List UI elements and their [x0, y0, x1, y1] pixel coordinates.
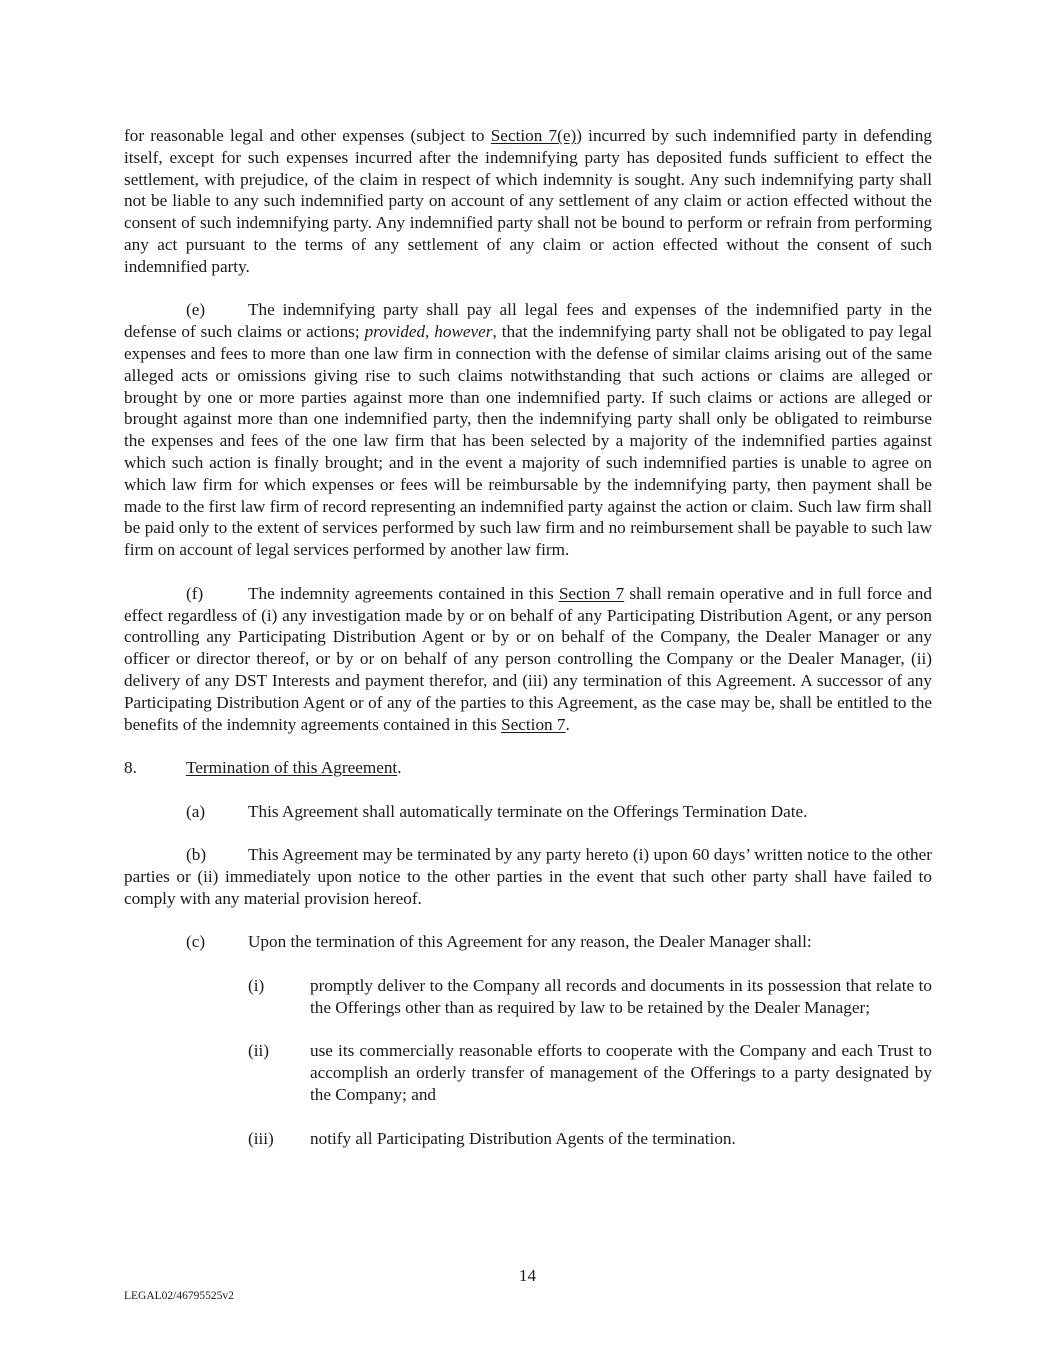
item-label-ii: (ii) — [248, 1041, 269, 1061]
paragraph-indemnity-expenses: for reasonable legal and other expenses (subject to Section 7(e)) incurred by such indemnified party in defending itself, except for such expenses incurred after the indemnifying party has deposited funds sufficient to effect the settlement, with prejudice, of the claim in respect of which indemnity is sought. Any such indemnifying party shall not be liable to any such indemnified party on account of any settlement of any claim or action effected without the consent of such indemnifying party. Any indemnified party shall not be bound to perform or refrain from performing any act pursuant to the terms of any settlement of any claim or action effected without the consent of such indemnified party. — [124, 126, 932, 276]
clause-label-e: (e) — [186, 300, 206, 320]
section-8-heading: 8. Termination of this Agreement. — [124, 758, 402, 778]
clause-label-a: (a) — [186, 801, 206, 821]
section-7e-reference: Section 7(e) — [490, 126, 577, 145]
page-number: 14 — [518, 1266, 537, 1285]
list-item: (ii) use its commercially reasonable efforts to cooperate with the Company and each Trust to accomplish an orderly transfer of management of the Offerings to a party designated by the Company; and — [248, 1041, 932, 1105]
list-item: (i) promptly deliver to the Company all records and documents in its possession that relate to the Offerings other than as required by law to be retained by the Dealer Manager; — [248, 976, 932, 1017]
paragraph-e: (e) The indemnifying party shall pay all legal fees and expenses of the indemnified party in the defense of such claims or actions; provided, however, that the indemnifying party shall not be obligated to pay legal expenses and fees to more than one law firm in connection with the defense of similar claims arising out of the same alleged acts or omissions giving rise to such claims notwithstanding that such actions or claims are alleged or brought by one or more parties against more than one indemnified party. If such claims or actions are alleged or brought against more than one indemnified party, then the indemnifying party shall only be obligated to reimburse the expenses and fees of the one law firm that has been selected by a majority of the indemnified parties against which such action is finally brought; and in the event a majority of such indemnified parties is unable to agree on which law firm for which expenses or fees will be reimbursable by the indemnifying party, then payment shall be made to the first law firm of record representing an indemnified party against the action or claim. Such law firm shall be paid only to the extent of services performed by such law firm and no reimbursement shall be payable to such law firm on account of legal services performed by another law firm. — [124, 300, 932, 560]
section-7-reference: Section 7 — [558, 583, 625, 603]
item-label-iii: (iii) — [248, 1128, 274, 1148]
section-number: 8. — [124, 758, 137, 778]
list-item: (iii) notify all Participating Distribution Agents of the termination. — [248, 1128, 736, 1148]
item-label-i: (i) — [248, 976, 265, 996]
clause-8b: (b) This Agreement may be terminated by any party hereto (i) upon 60 days’ written notice to the other parties or (ii) immediately upon notice to the other parties in the event that such other party shall have failed to comply with any material provision hereof. — [124, 845, 932, 908]
document-footer-id: LEGAL02/46795525v2 — [124, 1290, 234, 1302]
clause-label-f: (f) — [186, 583, 204, 603]
clause-8a: (a) This Agreement shall automatically terminate on the Offerings Termination Date. — [186, 801, 808, 821]
provided-however-italic: provided, however — [364, 322, 493, 342]
section-title: Termination of this Agreement — [186, 758, 398, 778]
clause-8c: (c) Upon the termination of this Agreement for any reason, the Dealer Manager shall: — [186, 932, 812, 952]
section-7-reference-2: Section 7 — [501, 714, 566, 734]
clause-label-b: (b) — [186, 845, 207, 865]
clause-label-c: (c) — [186, 932, 206, 952]
document-body — [124, 125, 932, 1149]
paragraph-f: (f) The indemnity agreements contained in this Section 7 shall remain operative and in full force and effect regardless of (i) any investigation made by or on behalf of any Participating Distribution Agent, or any person controlling any Participating Distribution Agent or by or on behalf of the Company, the Dealer Manager or any officer or director thereof, or by or on behalf of any person controlling the Company or the Dealer Manager, (ii) delivery of any DST Interests and payment therefor, and (iii) any termination of this Agreement. A successor of any Participating Distribution Agent or of any of the parties to this Agreement, as the case may be, shall be entitled to the benefits of the indemnity agreements contained in this Section 7. — [124, 583, 932, 734]
